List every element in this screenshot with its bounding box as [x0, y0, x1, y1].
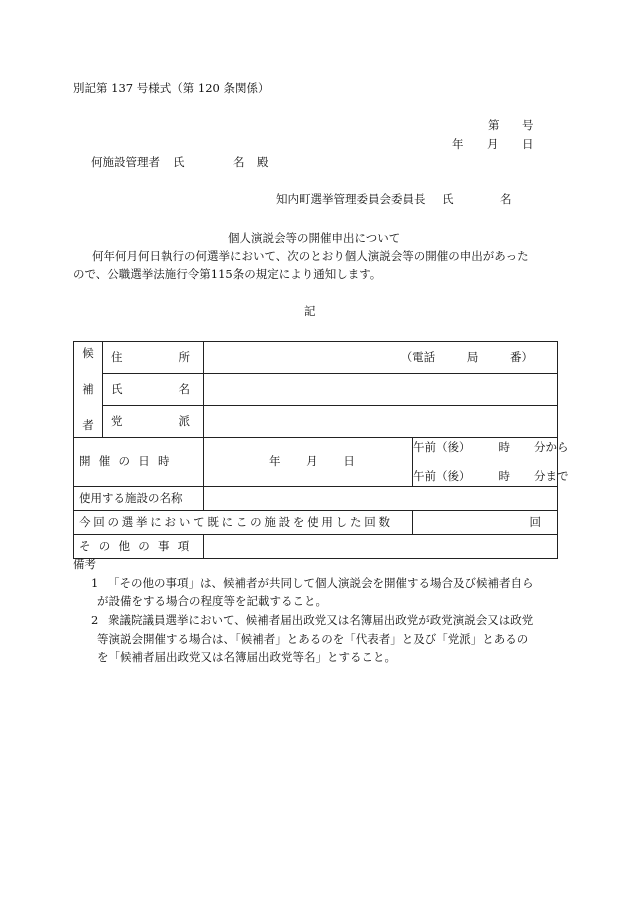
sender-mei: 名 [500, 192, 512, 206]
usage-label: 今回の選挙において既にこの施設を使用した回数 [74, 511, 413, 535]
phone-kyoku: 局 [466, 349, 479, 364]
address-label: 住 所 [103, 342, 204, 374]
document-title: 個人演説会等の開催申出について [228, 231, 401, 245]
application-table [73, 341, 569, 559]
datetime-row [74, 438, 558, 487]
facility-label: 使用する施設の名称 [74, 487, 204, 511]
date-field-year: 年 [269, 454, 281, 469]
sender-shi: 氏 [442, 192, 454, 206]
party-field[interactable] [204, 405, 558, 437]
date-field-month: 月 [306, 454, 318, 469]
addressee-mei: 名 [233, 155, 245, 169]
addressee-shi: 氏 [173, 155, 185, 169]
facility-row [74, 487, 558, 511]
facility-field[interactable] [204, 487, 558, 511]
other-field[interactable] [204, 535, 558, 559]
address-row [74, 342, 558, 374]
name-field[interactable] [204, 374, 558, 405]
address-field[interactable] [204, 342, 558, 374]
remarks-heading: 備考 [73, 557, 96, 571]
note-2-line-3: を「候補者届出政党又は名簿届出政党等名」とすること。 [97, 650, 396, 664]
party-label: 党 派 [103, 405, 204, 437]
time-to: 午前（後） 時 分まで [413, 468, 569, 483]
body-line-2: ので、公職選挙法施行令第115条の規定により通知します。 [73, 267, 382, 281]
note-1-number: 1 [91, 576, 99, 590]
addressee-facility: 何施設管理者 [91, 155, 160, 169]
date-day: 日 [522, 137, 534, 151]
phone-open: （電話 [400, 349, 436, 364]
addressee-dono: 殿 [257, 155, 269, 169]
name-label: 氏 名 [103, 374, 204, 405]
time-from: 午前（後） 時 分から [413, 440, 569, 454]
other-label: そ の 他 の 事 項 [74, 535, 204, 559]
sender-title: 知内町選挙管理委員会委員長 [276, 192, 426, 206]
doc-number-go: 号 [522, 118, 534, 132]
usage-field[interactable] [413, 511, 558, 535]
datetime-label: 開 催 の 日 時 [74, 438, 204, 487]
note-2-line-1: 衆議院議員選挙において、候補者届出政党又は名簿届出政党が政党演説会又は政党 [108, 613, 534, 627]
date-month: 月 [487, 137, 499, 151]
body-line-1: 何年何月何日執行の何選挙において、次のとおり個人演説会等の開催の申出があった [92, 249, 529, 263]
note-2-line-2: 等演説会開催する場合は、「候補者」とあるのを「代表者」と及び「党派」とあるの [97, 632, 529, 646]
date-field-day: 日 [343, 454, 355, 469]
date-year: 年 [452, 137, 464, 151]
ki-mark: 記 [304, 304, 316, 318]
note-2-number: 2 [91, 613, 99, 627]
time-field[interactable] [413, 438, 569, 487]
name-row [74, 374, 558, 405]
note-1-line-2: が設備をする場合の程度等を記載すること。 [97, 594, 327, 608]
doc-number-dai: 第 [488, 118, 500, 132]
note-1-line-1: 「その他の事項」は、候補者が共同して個人演説会を開催する場合及び候補者自ら [108, 576, 534, 590]
party-row [74, 405, 558, 437]
candidate-label: 候 補 者 [74, 342, 103, 438]
date-field[interactable] [204, 438, 413, 487]
usage-unit: 回 [529, 514, 541, 529]
phone-ban: 番） [510, 349, 533, 364]
form-number: 別記第 137 号様式（第 120 条関係） [73, 81, 270, 95]
usage-row [74, 511, 558, 535]
other-row [74, 535, 558, 559]
